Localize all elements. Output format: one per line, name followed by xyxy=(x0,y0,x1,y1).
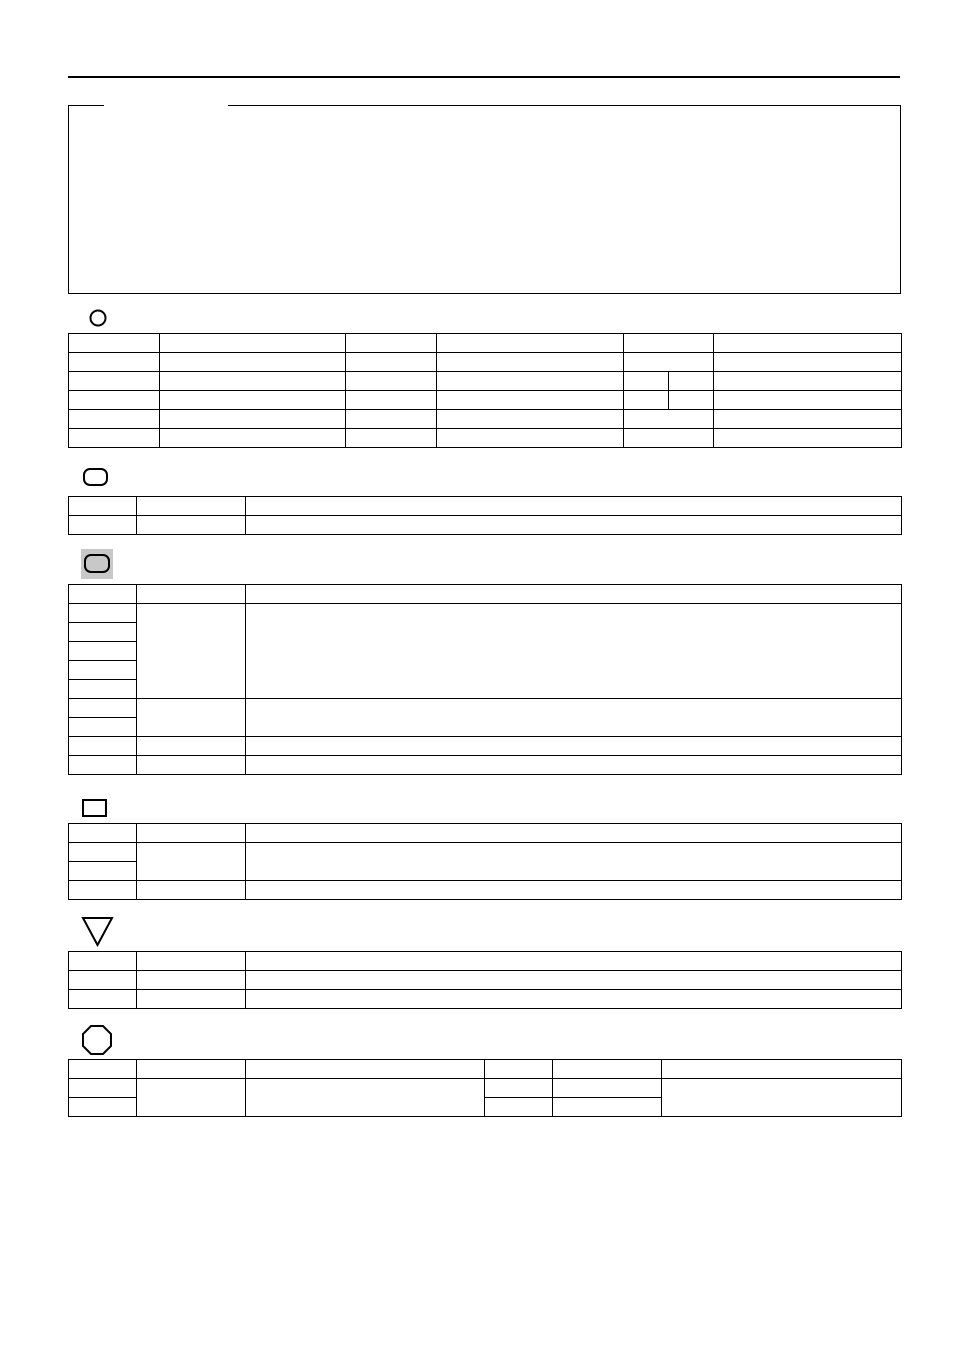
table-row xyxy=(69,391,902,410)
table-row xyxy=(69,843,902,862)
table-row xyxy=(69,604,902,623)
table-cell xyxy=(624,353,714,372)
table-cell xyxy=(69,680,137,699)
table-cell xyxy=(137,1079,246,1117)
table-cell xyxy=(346,410,437,429)
table-cell xyxy=(160,334,346,353)
table-cell xyxy=(714,334,902,353)
table-cell xyxy=(160,391,346,410)
table-cell xyxy=(69,737,137,756)
table-cell xyxy=(485,1060,553,1079)
table-cell xyxy=(137,1060,246,1079)
table-cell xyxy=(160,410,346,429)
table-cell xyxy=(714,429,902,448)
table-cell xyxy=(246,699,902,737)
table-cell xyxy=(137,585,246,604)
table-cell xyxy=(437,372,624,391)
table-cell xyxy=(662,1060,902,1079)
table-row xyxy=(69,1060,902,1079)
section-5-table xyxy=(68,951,902,1009)
table-cell xyxy=(69,1079,137,1098)
table-cell xyxy=(246,604,902,699)
table-cell xyxy=(246,1079,485,1117)
header-rule xyxy=(68,76,900,78)
notes-title-gap xyxy=(104,103,228,108)
table-cell xyxy=(137,604,246,699)
table-cell xyxy=(553,1060,662,1079)
table-cell xyxy=(714,391,902,410)
table-cell xyxy=(69,1098,137,1117)
table-cell xyxy=(69,699,137,718)
table-cell xyxy=(714,353,902,372)
table-cell xyxy=(69,623,137,642)
table-cell xyxy=(69,971,137,990)
section-3-table xyxy=(68,584,902,775)
table-cell xyxy=(69,661,137,680)
table-row xyxy=(69,971,902,990)
table-cell xyxy=(553,1098,662,1117)
table-cell xyxy=(437,334,624,353)
table-cell xyxy=(69,429,160,448)
table-cell xyxy=(246,990,902,1009)
table-cell xyxy=(553,1079,662,1098)
table-cell xyxy=(246,824,902,843)
table-row xyxy=(69,952,902,971)
table-row xyxy=(69,334,902,353)
table-cell xyxy=(69,334,160,353)
table-cell xyxy=(246,881,902,900)
table-cell xyxy=(137,881,246,900)
table-cell xyxy=(160,429,346,448)
circle-icon xyxy=(88,308,108,328)
table-cell xyxy=(69,353,160,372)
table-row xyxy=(69,1079,902,1098)
table-cell xyxy=(246,737,902,756)
table-cell xyxy=(69,585,137,604)
section-1-table xyxy=(68,333,902,448)
table-cell xyxy=(714,410,902,429)
notes-box xyxy=(68,105,901,294)
table-cell xyxy=(246,843,902,881)
section-4-table xyxy=(68,823,902,900)
table-cell xyxy=(662,1079,902,1117)
table-cell xyxy=(437,429,624,448)
table-cell xyxy=(346,353,437,372)
table-cell xyxy=(246,497,902,516)
table-cell xyxy=(160,353,346,372)
table-row xyxy=(69,372,902,391)
octagon-icon xyxy=(80,1024,114,1056)
table-cell xyxy=(69,843,137,862)
table-cell xyxy=(69,824,137,843)
table-cell xyxy=(69,718,137,737)
table-cell xyxy=(137,516,246,535)
table-row xyxy=(69,353,902,372)
triangle-down-icon xyxy=(81,916,115,948)
table-cell xyxy=(137,737,246,756)
table-row xyxy=(69,990,902,1009)
table-row xyxy=(69,429,902,448)
table-cell xyxy=(346,391,437,410)
table-cell xyxy=(669,391,714,410)
table-cell xyxy=(246,1060,485,1079)
table-row xyxy=(69,410,902,429)
table-cell xyxy=(137,497,246,516)
table-cell xyxy=(624,334,714,353)
table-row xyxy=(69,585,902,604)
table-row xyxy=(69,824,902,843)
table-cell xyxy=(137,756,246,775)
table-cell xyxy=(69,642,137,661)
table-row xyxy=(69,497,902,516)
table-row xyxy=(69,756,902,775)
table-cell xyxy=(246,971,902,990)
table-cell xyxy=(624,391,669,410)
table-cell xyxy=(624,410,714,429)
table-cell xyxy=(485,1098,553,1117)
table-row xyxy=(69,737,902,756)
table-row xyxy=(69,699,902,718)
table-row xyxy=(69,516,902,535)
table-cell xyxy=(69,990,137,1009)
table-cell xyxy=(69,410,160,429)
section-2-table xyxy=(68,496,902,535)
table-cell xyxy=(69,862,137,881)
table-cell xyxy=(137,824,246,843)
table-cell xyxy=(137,990,246,1009)
table-row xyxy=(69,881,902,900)
table-cell xyxy=(624,372,669,391)
table-cell xyxy=(246,516,902,535)
table-cell xyxy=(485,1079,553,1098)
table-cell xyxy=(624,429,714,448)
table-cell xyxy=(437,391,624,410)
table-cell xyxy=(69,604,137,623)
table-cell xyxy=(69,372,160,391)
rounded-rect-shaded-icon xyxy=(81,549,113,579)
table-cell xyxy=(69,497,137,516)
table-cell xyxy=(346,429,437,448)
table-cell xyxy=(69,881,137,900)
table-cell xyxy=(69,756,137,775)
table-cell xyxy=(246,585,902,604)
table-cell xyxy=(669,372,714,391)
table-cell xyxy=(69,1060,137,1079)
table-cell xyxy=(246,952,902,971)
section-6-table xyxy=(68,1059,902,1117)
square-icon xyxy=(81,798,109,818)
table-cell xyxy=(246,756,902,775)
table-cell xyxy=(137,971,246,990)
table-cell xyxy=(346,334,437,353)
table-cell xyxy=(714,372,902,391)
table-cell xyxy=(69,516,137,535)
table-cell xyxy=(137,952,246,971)
table-cell xyxy=(437,410,624,429)
rounded-rect-icon xyxy=(82,466,110,488)
table-cell xyxy=(160,372,346,391)
table-cell xyxy=(437,353,624,372)
table-cell xyxy=(137,699,246,737)
table-cell xyxy=(69,952,137,971)
table-cell xyxy=(69,391,160,410)
table-cell xyxy=(137,843,246,881)
table-cell xyxy=(346,372,437,391)
